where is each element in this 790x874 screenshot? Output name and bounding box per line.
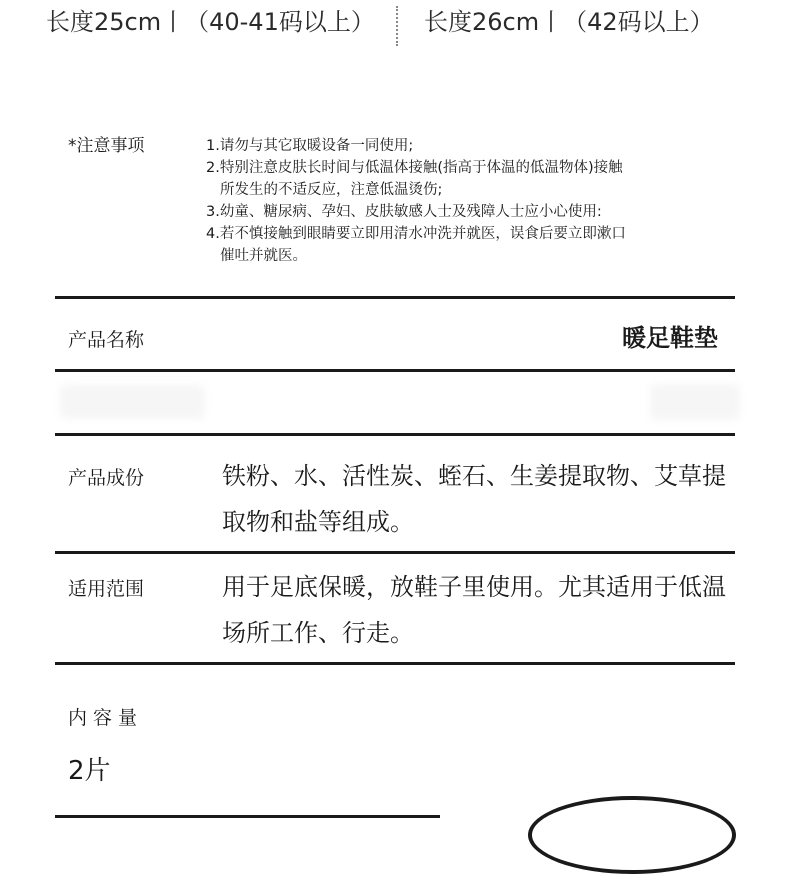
blurred-region (60, 385, 205, 419)
size-options-row (0, 6, 790, 42)
content-value: 2片 (68, 756, 111, 786)
ingredients-value: 铁粉、水、活性炭、蛭石、生姜提取物、艾草提取物和盐等组成。 (222, 462, 726, 536)
note-item: 4.若不慎接触到眼睛要立即用清水冲洗并就医，误食后要立即漱口 催吐并就医。 (206, 226, 626, 264)
size-option-25cm: 长度25cm丨（40-41码以上） (46, 8, 375, 36)
notes-label: *注意事项 (68, 136, 145, 156)
ingredients-label: 产品成份 (68, 467, 145, 489)
divider (55, 369, 735, 372)
note-item: 3.幼童、糖尿病、孕妇、皮肤敏感人士及残障人士应小心使用: (206, 204, 602, 220)
circle-graphic (528, 796, 736, 874)
divider (55, 296, 735, 299)
content-label: 内容量 (68, 707, 144, 729)
scope-label: 适用范围 (68, 578, 145, 600)
notes-list (206, 135, 736, 267)
divider (55, 433, 735, 436)
size-divider (396, 6, 398, 46)
size-option-26cm: 长度26cm丨（42码以上） (424, 8, 714, 36)
divider (55, 662, 735, 665)
product-name-label: 产品名称 (68, 329, 145, 351)
product-name-value: 暖足鞋垫 (622, 324, 718, 352)
scope-value: 用于足底保暖，放鞋子里使用。尤其适用于低温场所工作、行走。 (222, 573, 726, 647)
note-item: 1.请勿与其它取暖设备一同使用; (206, 138, 414, 154)
bottom-divider (55, 815, 440, 818)
blurred-region (650, 384, 740, 420)
note-item: 2.特别注意皮肤长时间与低温体接触(指高于体温的低温物体)接触 所发生的不适反应，注意低温烫伤; (206, 160, 623, 198)
divider (55, 551, 735, 554)
